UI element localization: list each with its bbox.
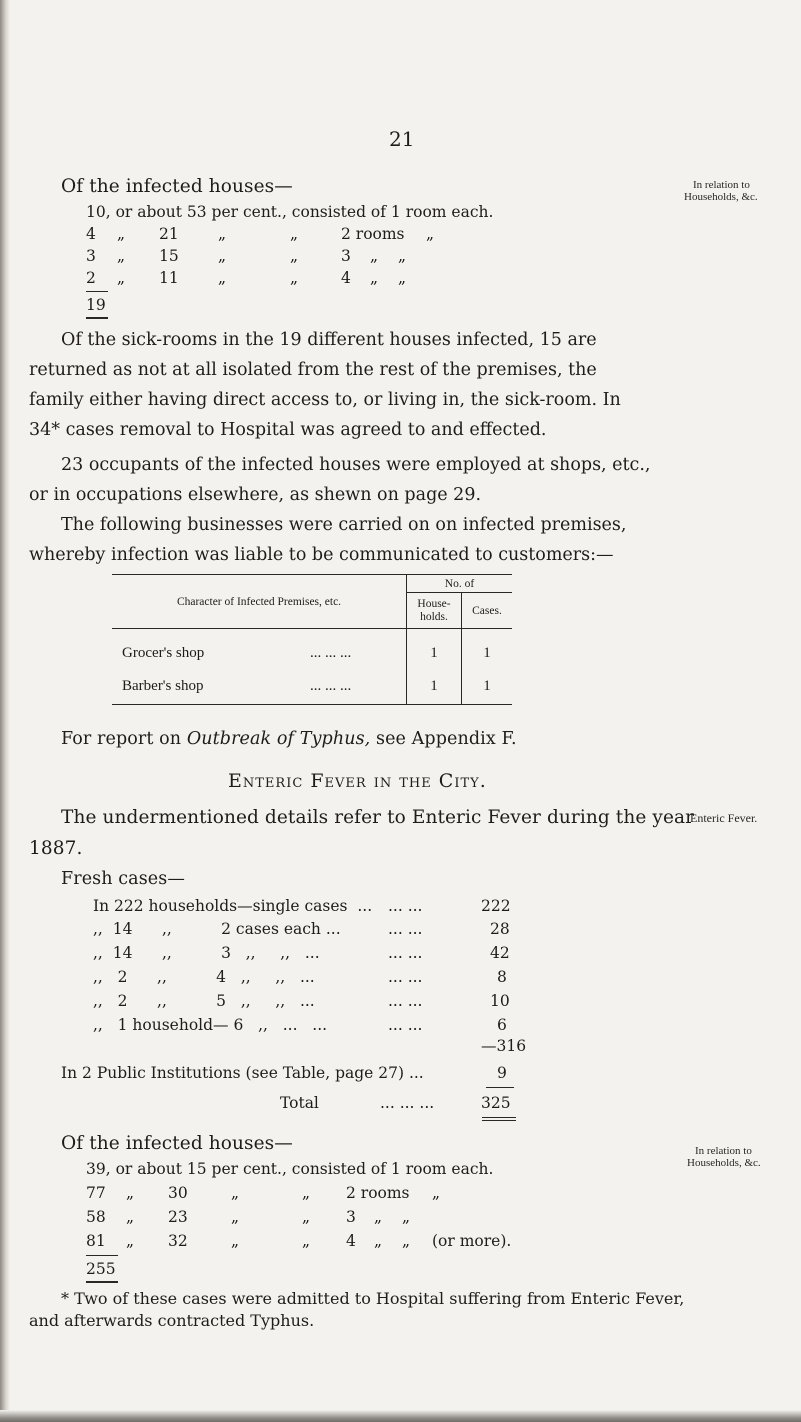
footnote: * Two of these cases were admitted to Hospital suffering from Enteric Fever, and afterwards contracted Typhus.: [29, 1289, 685, 1330]
percent: 32: [168, 1232, 188, 1250]
ditto-mark: „: [398, 269, 407, 287]
leader-dots: ... ...: [388, 1016, 423, 1034]
section1-total: 19: [86, 296, 106, 314]
fresh-row-label: ,, 1 household— 6 ,, ... ...: [93, 1016, 328, 1034]
ditto-mark: „: [231, 1208, 240, 1226]
cases-value: 1: [483, 644, 491, 661]
total-label: Total: [280, 1094, 319, 1112]
double-rule-top: [482, 1117, 516, 1118]
fresh-row-label: ,, 14 ,, 3 ,, ,, ...: [93, 944, 320, 962]
double-rule-bottom: [482, 1120, 516, 1121]
fresh-cases-subtotal: —316: [481, 1037, 527, 1055]
rooms: 2 rooms: [341, 225, 405, 243]
ditto-mark: „: [218, 225, 227, 243]
enteric-intro-line-2: 1887.: [29, 838, 83, 859]
total-value: 325: [481, 1094, 511, 1112]
column-header-no-of: No. of: [407, 575, 513, 593]
ditto-mark: „: [231, 1232, 240, 1250]
ditto-mark: „: [126, 1232, 135, 1250]
column-header-cases: Cases.: [462, 593, 513, 629]
premises-name: Grocer's shop: [122, 644, 205, 661]
leader-dots: ... ... ...: [380, 1094, 435, 1112]
table-row: [112, 629, 512, 669]
section2-total: 255: [86, 1260, 116, 1278]
report-reference: [61, 729, 517, 749]
paragraph-occupants: 23 occupants of the infected houses were employed at shops, etc., or in occupations elsewhere, as shewn on page 29.: [29, 455, 651, 505]
rooms: 2 rooms: [346, 1184, 410, 1202]
rooms: 3: [346, 1208, 356, 1226]
sum-rule: [86, 291, 108, 292]
public-institutions-value: 9: [497, 1064, 507, 1082]
paragraph-sick-rooms: Of the sick-rooms in the 19 different houses infected, 15 are returned as not at all isolated from the rest of the premises, the family either having direct access to, or living in, the sick-room. In 34* cases removal to Hospital was agreed to and effected.: [29, 330, 621, 440]
double-rule: [86, 317, 108, 319]
ditto-mark: „: [302, 1232, 311, 1250]
count: 77: [86, 1184, 106, 1202]
section1-row-1: 10, or about 53 per cent., consisted of 1 room each.: [86, 203, 494, 221]
report-suffix: see Appendix F.: [370, 729, 517, 749]
households-value: 1: [407, 669, 462, 705]
or-more-note: (or more).: [432, 1232, 512, 1250]
percent: 23: [168, 1208, 188, 1226]
page-edge-shadow: [0, 0, 10, 1422]
premises-name: Barber's shop: [122, 677, 204, 694]
column-header-character: Character of Infected Premises, etc.: [112, 575, 407, 629]
enteric-section-heading: Enteric Fever in the City.: [228, 770, 487, 792]
leader-dots: ... ...: [388, 897, 423, 915]
section1-heading: Of the infected houses—: [61, 176, 293, 197]
ditto-mark: „: [231, 1184, 240, 1202]
percent: 30: [168, 1184, 188, 1202]
ditto-mark: „: [374, 1232, 383, 1250]
fresh-row-label: ,, 14 ,, 2 cases each ...: [93, 920, 341, 938]
fresh-row-value: 28: [490, 920, 510, 938]
ditto-mark: „: [402, 1232, 411, 1250]
percent: 21: [159, 225, 179, 243]
ditto-mark: „: [398, 247, 407, 265]
ditto-mark: „: [218, 269, 227, 287]
ditto-mark: „: [302, 1208, 311, 1226]
infected-premises-table: [112, 574, 512, 705]
leader-dots: ... ...: [388, 992, 423, 1010]
ditto-mark: „: [117, 247, 126, 265]
report-prefix: For report on: [61, 729, 187, 749]
margin-note-households-1a: In relation to: [693, 179, 750, 191]
fresh-row-value: 222: [481, 897, 511, 915]
ditto-mark: „: [290, 269, 299, 287]
ditto-mark: „: [432, 1184, 441, 1202]
margin-note-households-1b: Households, &c.: [684, 191, 758, 203]
public-institutions-line: In 2 Public Institutions (see Table, page 27) ...: [61, 1064, 424, 1082]
margin-note-enteric: Enteric Fever.: [690, 811, 758, 825]
ditto-mark: „: [126, 1208, 135, 1226]
page-number: 21: [389, 127, 415, 151]
ditto-mark: „: [370, 247, 379, 265]
paragraph-businesses: The following businesses were carried on on infected premises, whereby infection was liable to be communicated to customers:—: [29, 515, 627, 565]
leader-dots: ... ...: [388, 944, 423, 962]
enteric-intro-line-1: The undermentioned details refer to Enteric Fever during the year: [61, 807, 695, 828]
table-row: [112, 669, 512, 705]
double-rule: [86, 1281, 118, 1283]
page-bottom-edge: [0, 1410, 801, 1422]
cases-value: 1: [483, 677, 491, 694]
count: 58: [86, 1208, 106, 1226]
households-value: 1: [407, 629, 462, 669]
ditto-mark: „: [117, 269, 126, 287]
fresh-row-value: 6: [497, 1016, 507, 1034]
fresh-row-value: 42: [490, 944, 510, 962]
margin-note-households-2b: Households, &c.: [687, 1157, 761, 1169]
ditto-mark: „: [290, 225, 299, 243]
count: 81: [86, 1232, 106, 1250]
fresh-row-value: 8: [497, 968, 507, 986]
rooms: 4: [346, 1232, 356, 1250]
section2-heading: Of the infected houses—: [61, 1133, 293, 1154]
ditto-mark: „: [290, 247, 299, 265]
margin-note-households-2a: In relation to: [695, 1145, 752, 1157]
fresh-cases-heading: Fresh cases—: [61, 869, 185, 889]
rooms: 3: [341, 247, 351, 265]
ditto-mark: „: [426, 225, 435, 243]
rooms: 4: [341, 269, 351, 287]
percent: 15: [159, 247, 179, 265]
sum-rule: [486, 1087, 514, 1088]
fresh-row-label: In 222 households—single cases ...: [93, 897, 373, 915]
sum-rule: [86, 1255, 118, 1256]
leader-dots: ... ...: [388, 968, 423, 986]
leader-dots: ... ... ...: [310, 677, 352, 694]
leader-dots: ... ...: [388, 920, 423, 938]
section2-row-1: 39, or about 15 per cent., consisted of 1 room each.: [86, 1160, 494, 1178]
ditto-mark: „: [402, 1208, 411, 1226]
leader-dots: ... ... ...: [310, 644, 352, 661]
count: 4: [86, 225, 96, 243]
column-header-households: House-holds.: [407, 593, 462, 629]
count: 3: [86, 247, 96, 265]
ditto-mark: „: [218, 247, 227, 265]
count: 2: [86, 269, 96, 287]
ditto-mark: „: [117, 225, 126, 243]
ditto-mark: „: [302, 1184, 311, 1202]
ditto-mark: „: [374, 1208, 383, 1226]
percent: 11: [159, 269, 179, 287]
ditto-mark: „: [370, 269, 379, 287]
ditto-mark: „: [126, 1184, 135, 1202]
report-title: Outbreak of Typhus,: [186, 729, 371, 749]
fresh-row-label: ,, 2 ,, 4 ,, ,, ...: [93, 968, 315, 986]
fresh-row-label: ,, 2 ,, 5 ,, ,, ...: [93, 992, 315, 1010]
fresh-row-value: 10: [490, 992, 510, 1010]
